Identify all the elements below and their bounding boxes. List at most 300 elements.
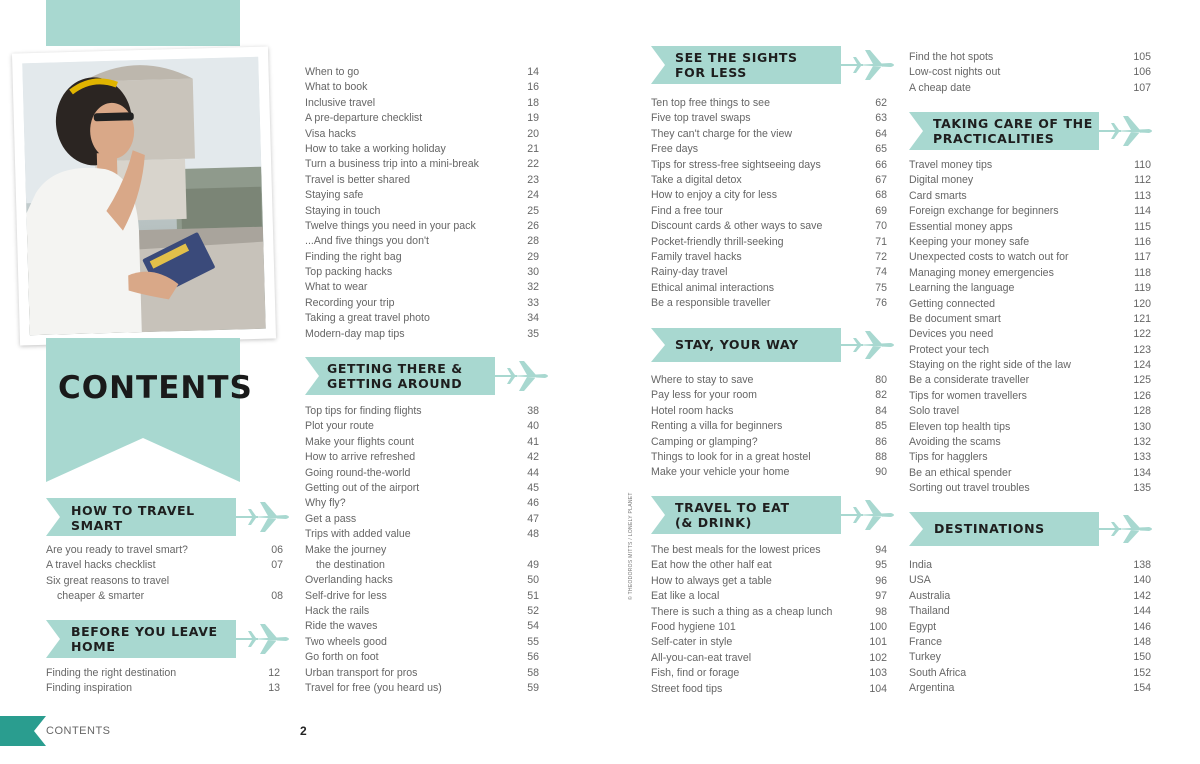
toc-entry-title: Turkey bbox=[909, 651, 941, 664]
toc-entry bbox=[909, 420, 1151, 435]
toc-entry-page: 85 bbox=[875, 420, 887, 433]
section-header-getting-there bbox=[305, 357, 555, 395]
toc-entry bbox=[909, 635, 1151, 650]
toc-entry-page: 90 bbox=[875, 466, 887, 479]
toc-entry-title: There is such a thing as a cheap lunch bbox=[651, 605, 833, 618]
section-title-line: BEFORE YOU LEAVE bbox=[71, 624, 218, 639]
toc-entry-title: Travel is better shared bbox=[305, 173, 411, 186]
toc-entry-title: How to enjoy a city for less bbox=[651, 189, 777, 202]
toc-entry-title: Make the journey bbox=[305, 543, 387, 556]
toc-entry-title: Family travel hacks bbox=[651, 250, 742, 263]
toc-entry bbox=[46, 543, 283, 558]
toc-list-getting-there bbox=[305, 404, 539, 696]
toc-entry-title: India bbox=[909, 559, 932, 571]
toc-entry bbox=[305, 234, 539, 249]
toc-entry-title: Food hygiene 101 bbox=[651, 620, 736, 633]
section-header-travel-to-eat bbox=[651, 496, 901, 534]
toc-entry bbox=[909, 250, 1151, 265]
toc-entry-title: Avoiding the scams bbox=[909, 436, 1001, 449]
toc-entry-title: Thailand bbox=[909, 605, 950, 618]
toc-entry-title: Trips with added value bbox=[305, 528, 411, 541]
toc-entry-page: 25 bbox=[527, 204, 539, 217]
toc-entry-page: 148 bbox=[1133, 635, 1151, 648]
toc-entry bbox=[909, 650, 1151, 665]
toc-entry-title: What to book bbox=[305, 81, 368, 94]
toc-entry-title: Finding the right destination bbox=[46, 667, 177, 679]
section-header-stay-your-way bbox=[651, 328, 901, 362]
toc-entry-title: Modern-day map tips bbox=[305, 327, 405, 340]
toc-entry bbox=[909, 358, 1151, 373]
toc-entry-title: Ride the waves bbox=[305, 620, 378, 633]
toc-entry-page: 76 bbox=[875, 297, 887, 310]
toc-entry-page: 12 bbox=[268, 667, 280, 679]
toc-entry bbox=[651, 127, 887, 142]
toc-entry-title: Australia bbox=[909, 589, 951, 602]
toc-entry-title: Egypt bbox=[909, 620, 937, 633]
section-title-line: PRACTICALITIES bbox=[933, 131, 1055, 146]
toc-entry bbox=[305, 681, 539, 696]
toc-entry-page: 152 bbox=[1133, 666, 1151, 679]
toc-entry bbox=[909, 373, 1151, 388]
toc-entry-page: 63 bbox=[875, 112, 887, 125]
toc-entry-title: Be an ethical spender bbox=[909, 466, 1012, 479]
toc-entry-page: 144 bbox=[1133, 605, 1151, 618]
toc-entry-page: 46 bbox=[527, 497, 539, 510]
toc-list-travel-to-eat bbox=[651, 543, 887, 697]
toc-entry bbox=[305, 280, 539, 295]
toc-entry-page: 102 bbox=[869, 651, 887, 664]
toc-entry-page: 32 bbox=[527, 281, 539, 294]
toc-entry bbox=[305, 188, 539, 203]
toc-entry bbox=[305, 157, 539, 172]
toc-entry-title: Unexpected costs to watch out for bbox=[909, 251, 1069, 264]
toc-entry bbox=[305, 450, 539, 465]
toc-entry-page: 22 bbox=[527, 158, 539, 171]
toc-entry bbox=[651, 589, 887, 604]
toc-entry bbox=[46, 589, 283, 604]
toc-list-before-you-leave-home-cont bbox=[305, 65, 539, 342]
toc-entry bbox=[305, 219, 539, 234]
toc-entry-title: Protect your tech bbox=[909, 343, 990, 356]
toc-entry-title: Two wheels good bbox=[305, 635, 387, 648]
toc-entry bbox=[305, 142, 539, 157]
toc-entry-title: Turn a business trip into a mini-break bbox=[305, 158, 479, 171]
toc-entry bbox=[305, 650, 539, 665]
section-header-destinations bbox=[909, 512, 1159, 546]
toc-entry-title: Why fly? bbox=[305, 497, 346, 510]
toc-entry-page: 48 bbox=[527, 528, 539, 541]
toc-entry bbox=[651, 450, 887, 465]
toc-entry-title: A travel hacks checklist bbox=[46, 559, 156, 572]
toc-entry-title: Take a digital detox bbox=[651, 173, 742, 186]
toc-entry-page: 06 bbox=[271, 544, 283, 556]
toc-entry-page: 62 bbox=[875, 97, 887, 109]
toc-entry-title: Eat like a local bbox=[651, 590, 720, 603]
toc-list-destinations bbox=[909, 558, 1151, 697]
toc-entry-page: 33 bbox=[527, 296, 539, 309]
toc-entry-title: ...And five things you don't bbox=[305, 235, 429, 248]
toc-entry bbox=[651, 111, 887, 126]
toc-entry bbox=[651, 296, 887, 311]
toc-entry-title: They can't charge for the view bbox=[651, 127, 792, 140]
toc-entry-page: 135 bbox=[1133, 482, 1151, 495]
toc-entry bbox=[909, 189, 1151, 204]
toc-entry-page: 100 bbox=[869, 620, 887, 633]
toc-entry bbox=[651, 435, 887, 450]
toc-entry-page: 14 bbox=[527, 66, 539, 78]
toc-entry-page: 138 bbox=[1133, 559, 1151, 571]
toc-entry bbox=[651, 281, 887, 296]
toc-entry-page: 44 bbox=[527, 466, 539, 479]
toc-entry bbox=[305, 127, 539, 142]
toc-entry bbox=[909, 281, 1151, 296]
toc-entry bbox=[651, 96, 887, 111]
toc-entry-page: 126 bbox=[1133, 389, 1151, 402]
toc-entry bbox=[651, 635, 887, 650]
toc-entry bbox=[909, 297, 1151, 312]
toc-entry-title: Find a free tour bbox=[651, 204, 723, 217]
toc-entry-title: the destination bbox=[316, 558, 385, 571]
toc-entry-page: 75 bbox=[875, 281, 887, 294]
toc-entry bbox=[909, 343, 1151, 358]
toc-entry-title: Sorting out travel troubles bbox=[909, 482, 1030, 495]
toc-entry bbox=[909, 327, 1151, 342]
toc-entry bbox=[305, 327, 539, 342]
toc-entry-page: 23 bbox=[527, 173, 539, 186]
toc-entry-title: Make your vehicle your home bbox=[651, 466, 790, 479]
toc-entry bbox=[909, 220, 1151, 235]
toc-entry-page: 88 bbox=[875, 450, 887, 463]
toc-entry bbox=[651, 250, 887, 265]
toc-entry-page: 42 bbox=[527, 451, 539, 464]
toc-entry-title: Five top travel swaps bbox=[651, 112, 751, 125]
toc-entry-title: Tips for hagglers bbox=[909, 451, 988, 464]
toc-entry-page: 55 bbox=[527, 635, 539, 648]
toc-entry-title: Street food tips bbox=[651, 682, 723, 695]
toc-entry-title: Eat how the other half eat bbox=[651, 559, 772, 572]
toc-entry bbox=[651, 204, 887, 219]
toc-entry-title: Overlanding hacks bbox=[305, 574, 393, 587]
section-title-line: STAY, YOUR WAY bbox=[675, 337, 799, 352]
toc-entry-title: Things to look for in a great hostel bbox=[651, 450, 811, 463]
toc-entry-page: 142 bbox=[1133, 589, 1151, 602]
toc-entry bbox=[909, 481, 1151, 496]
toc-entry bbox=[909, 589, 1151, 604]
toc-entry-page: 117 bbox=[1134, 251, 1151, 264]
toc-entry bbox=[305, 543, 539, 558]
toc-entry-title: Travel money tips bbox=[909, 159, 993, 171]
toc-entry bbox=[651, 173, 887, 188]
toc-entry bbox=[909, 620, 1151, 635]
toc-entry-page: 16 bbox=[527, 81, 539, 94]
toc-entry-page: 112 bbox=[1134, 174, 1151, 187]
toc-entry bbox=[305, 635, 539, 650]
toc-entry-page: 50 bbox=[527, 574, 539, 587]
toc-entry-title: Be a considerate traveller bbox=[909, 374, 1030, 387]
toc-entry bbox=[651, 558, 887, 573]
toc-entry bbox=[651, 574, 887, 589]
toc-list-how-to-travel-smart bbox=[46, 543, 283, 605]
toc-entry bbox=[651, 419, 887, 434]
toc-entry-title: Staying on the right side of the law bbox=[909, 359, 1071, 372]
toc-entry-page: 114 bbox=[1134, 205, 1151, 218]
toc-entry-title: Urban transport for pros bbox=[305, 666, 418, 679]
toc-entry-title: Fish, find or forage bbox=[651, 667, 740, 680]
toc-entry bbox=[305, 96, 539, 111]
toc-entry-title: Taking a great travel photo bbox=[305, 312, 430, 325]
toc-entry-title: Tips for stress-free sightseeing days bbox=[651, 158, 821, 171]
toc-entry bbox=[305, 573, 539, 588]
toc-entry-title: Get a pass bbox=[305, 512, 357, 525]
toc-entry bbox=[305, 619, 539, 634]
toc-entry-page: 08 bbox=[271, 590, 283, 603]
toc-entry-title: Be a responsible traveller bbox=[651, 297, 771, 310]
toc-entry-title: Foreign exchange for beginners bbox=[909, 205, 1059, 218]
toc-entry bbox=[909, 681, 1151, 696]
toc-entry bbox=[305, 311, 539, 326]
toc-entry-page: 104 bbox=[869, 682, 887, 695]
toc-entry-title: Renting a villa for beginners bbox=[651, 420, 783, 433]
toc-entry-title: When to go bbox=[305, 66, 360, 78]
toc-entry-title: Ten top free things to see bbox=[651, 97, 770, 109]
toc-entry-title: Keeping your money safe bbox=[909, 235, 1030, 248]
section-title-line: FOR LESS bbox=[675, 65, 747, 80]
toc-entry-page: 52 bbox=[527, 605, 539, 618]
toc-entry-page: 24 bbox=[527, 189, 539, 202]
toc-entry bbox=[305, 419, 539, 434]
toc-entry bbox=[651, 388, 887, 403]
footer-section-label: CONTENTS bbox=[46, 725, 111, 737]
section-header-how-to-travel-smart bbox=[46, 498, 290, 536]
toc-entry bbox=[909, 573, 1151, 588]
toc-entry-page: 07 bbox=[271, 559, 283, 572]
toc-entry-title: How to take a working holiday bbox=[305, 142, 446, 155]
toc-entry bbox=[46, 574, 283, 589]
toc-entry-title: Staying in touch bbox=[305, 204, 381, 217]
toc-entry-page: 59 bbox=[527, 682, 539, 695]
toc-entry-title: Inclusive travel bbox=[305, 96, 376, 109]
toc-entry-title: Rainy-day travel bbox=[651, 266, 728, 279]
toc-entry bbox=[651, 265, 887, 280]
toc-entry bbox=[909, 404, 1151, 419]
toc-entry-title: Discount cards & other ways to save bbox=[651, 220, 823, 233]
toc-entry-page: 103 bbox=[869, 667, 887, 680]
toc-entry-title: Argentina bbox=[909, 682, 955, 695]
toc-entry-page: 51 bbox=[527, 589, 539, 602]
section-title-line: TRAVEL TO EAT bbox=[675, 500, 790, 515]
toc-list-before-you-leave-home bbox=[46, 666, 280, 697]
toc-entry bbox=[651, 373, 887, 388]
toc-entry bbox=[909, 81, 1151, 96]
section-title-line: HOW TO TRAVEL bbox=[71, 503, 195, 518]
toc-entry-title: Top packing hacks bbox=[305, 266, 393, 279]
toc-entry-page: 18 bbox=[527, 96, 539, 109]
toc-entry-page: 49 bbox=[527, 558, 539, 571]
toc-entry-title: Free days bbox=[651, 143, 699, 156]
toc-entry-page: 110 bbox=[1134, 159, 1151, 171]
toc-entry bbox=[305, 466, 539, 481]
toc-entry-title: Learning the language bbox=[909, 282, 1015, 295]
toc-entry-page: 140 bbox=[1133, 574, 1151, 587]
toc-entry-page: 41 bbox=[527, 435, 539, 448]
toc-entry-title: Six great reasons to travel bbox=[46, 574, 170, 587]
toc-entry-page: 130 bbox=[1133, 420, 1151, 433]
toc-entry-page: 132 bbox=[1133, 436, 1151, 449]
section-title-line: HOME bbox=[71, 639, 116, 654]
toc-entry bbox=[651, 142, 887, 157]
section-title-line: (& DRINK) bbox=[675, 515, 752, 530]
section-title-line: GETTING AROUND bbox=[327, 376, 463, 391]
toc-entry-title: Self-cater in style bbox=[651, 636, 733, 649]
page-number: 2 bbox=[300, 724, 307, 738]
toc-entry bbox=[46, 558, 283, 573]
toc-entry-title: Finding inspiration bbox=[46, 682, 132, 695]
toc-entry-title: Essential money apps bbox=[909, 220, 1013, 233]
toc-entry-title: Digital money bbox=[909, 174, 974, 187]
section-title-line: TAKING CARE OF THE bbox=[933, 116, 1093, 131]
toc-entry-title: Finding the right bag bbox=[305, 250, 402, 263]
toc-entry-page: 45 bbox=[527, 481, 539, 494]
toc-entry-page: 40 bbox=[527, 420, 539, 433]
toc-entry-title: Be document smart bbox=[909, 312, 1001, 325]
toc-entry bbox=[305, 80, 539, 95]
toc-entry bbox=[909, 266, 1151, 281]
toc-entry-title: Low-cost nights out bbox=[909, 66, 1001, 79]
section-title-line: SMART bbox=[71, 518, 123, 533]
toc-entry-page: 122 bbox=[1133, 328, 1151, 341]
toc-entry-page: 86 bbox=[875, 435, 887, 448]
toc-entry-page: 98 bbox=[875, 605, 887, 618]
toc-entry bbox=[909, 235, 1151, 250]
toc-entry-title: Hack the rails bbox=[305, 605, 370, 618]
toc-entry-title: Staying safe bbox=[305, 189, 364, 202]
toc-entry-page: 121 bbox=[1133, 312, 1151, 325]
toc-entry-title: Devices you need bbox=[909, 328, 994, 341]
toc-list-stay-your-way bbox=[651, 373, 887, 481]
toc-entry-page: 115 bbox=[1134, 220, 1151, 233]
toc-entry-title: All-you-can-eat travel bbox=[651, 651, 752, 664]
toc-entry bbox=[651, 682, 887, 697]
toc-entry bbox=[305, 666, 539, 681]
toc-entry-page: 82 bbox=[875, 389, 887, 402]
toc-entry-title: Ethical animal interactions bbox=[651, 281, 775, 294]
toc-entry-title: Make your flights count bbox=[305, 435, 414, 448]
toc-entry-page: 94 bbox=[875, 544, 887, 556]
toc-list-practicalities bbox=[909, 158, 1151, 497]
toc-entry-title: Camping or glamping? bbox=[651, 435, 758, 448]
toc-entry-title: France bbox=[909, 635, 942, 648]
top-color-strip bbox=[46, 0, 240, 46]
toc-entry-page: 67 bbox=[875, 173, 887, 186]
toc-entry bbox=[909, 312, 1151, 327]
toc-entry bbox=[46, 666, 280, 681]
toc-entry bbox=[305, 435, 539, 450]
toc-entry-title: What to wear bbox=[305, 281, 368, 294]
toc-entry-page: 128 bbox=[1133, 405, 1151, 418]
toc-entry-title: Solo travel bbox=[909, 405, 960, 418]
toc-entry-title: A pre-departure checklist bbox=[305, 112, 423, 125]
toc-entry-title: Travel for free (you heard us) bbox=[305, 682, 442, 695]
toc-entry bbox=[305, 250, 539, 265]
toc-entry-page: 120 bbox=[1133, 297, 1151, 310]
toc-entry-page: 95 bbox=[875, 559, 887, 572]
section-header-see-the-sights bbox=[651, 46, 901, 84]
toc-list-see-the-sights bbox=[651, 96, 887, 311]
toc-entry bbox=[651, 158, 887, 173]
toc-list-travel-to-eat-cont bbox=[909, 50, 1151, 96]
toc-entry-page: 105 bbox=[1133, 51, 1151, 63]
toc-entry bbox=[305, 558, 539, 573]
toc-entry-title: Pay less for your room bbox=[651, 389, 757, 402]
toc-entry-title: Pocket-friendly thrill-seeking bbox=[651, 235, 784, 248]
toc-entry bbox=[305, 65, 539, 80]
toc-entry-title: Going round-the-world bbox=[305, 466, 411, 479]
toc-entry bbox=[909, 604, 1151, 619]
section-title-line: GETTING THERE & bbox=[327, 361, 463, 376]
toc-entry-page: 74 bbox=[875, 266, 887, 279]
toc-entry-page: 56 bbox=[527, 651, 539, 664]
toc-entry-page: 84 bbox=[875, 404, 887, 417]
toc-entry-page: 66 bbox=[875, 158, 887, 171]
toc-entry-page: 113 bbox=[1134, 189, 1151, 202]
section-title-line: DESTINATIONS bbox=[934, 521, 1045, 536]
toc-entry bbox=[651, 651, 887, 666]
toc-entry-title: How to always get a table bbox=[651, 574, 772, 587]
toc-entry-page: 71 bbox=[875, 235, 887, 248]
toc-entry-page: 133 bbox=[1133, 451, 1151, 464]
toc-entry-page: 146 bbox=[1133, 620, 1151, 633]
toc-entry bbox=[651, 219, 887, 234]
page-title: CONTENTS bbox=[58, 370, 253, 406]
toc-entry-page: 19 bbox=[527, 112, 539, 125]
toc-entry-title: A cheap date bbox=[909, 81, 971, 94]
toc-entry-page: 123 bbox=[1133, 343, 1151, 356]
toc-entry bbox=[305, 512, 539, 527]
toc-entry-page: 13 bbox=[268, 682, 280, 695]
toc-entry bbox=[305, 527, 539, 542]
toc-entry bbox=[305, 496, 539, 511]
toc-entry-title: Go forth on foot bbox=[305, 651, 379, 664]
section-header-practicalities bbox=[909, 112, 1159, 150]
toc-entry-page: 38 bbox=[527, 405, 539, 417]
toc-entry-page: 69 bbox=[875, 204, 887, 217]
photo-credit: © THEODOROS MITTS / LONELY PLANET bbox=[628, 492, 634, 600]
toc-entry-title: Getting out of the airport bbox=[305, 481, 420, 494]
toc-entry bbox=[305, 604, 539, 619]
toc-entry bbox=[305, 173, 539, 188]
toc-entry bbox=[651, 543, 887, 558]
toc-entry-page: 97 bbox=[875, 590, 887, 603]
toc-entry bbox=[305, 265, 539, 280]
toc-entry-title: Card smarts bbox=[909, 189, 967, 202]
toc-entry bbox=[909, 666, 1151, 681]
toc-entry bbox=[909, 435, 1151, 450]
toc-entry-page: 29 bbox=[527, 250, 539, 263]
toc-entry-page: 21 bbox=[527, 142, 539, 155]
toc-entry-page: 125 bbox=[1133, 374, 1151, 387]
toc-entry-title: The best meals for the lowest prices bbox=[651, 544, 821, 556]
toc-entry-title: Twelve things you need in your pack bbox=[305, 219, 476, 232]
section-header-before-you-leave-home bbox=[46, 620, 290, 658]
toc-entry bbox=[909, 450, 1151, 465]
toc-entry-title: Eleven top health tips bbox=[909, 420, 1011, 433]
toc-entry-title: Visa hacks bbox=[305, 127, 357, 140]
footer-tab bbox=[0, 716, 46, 746]
toc-entry bbox=[305, 481, 539, 496]
section-title-line: SEE THE SIGHTS bbox=[675, 50, 798, 65]
toc-entry-page: 124 bbox=[1133, 359, 1151, 372]
toc-entry-page: 101 bbox=[869, 636, 887, 649]
